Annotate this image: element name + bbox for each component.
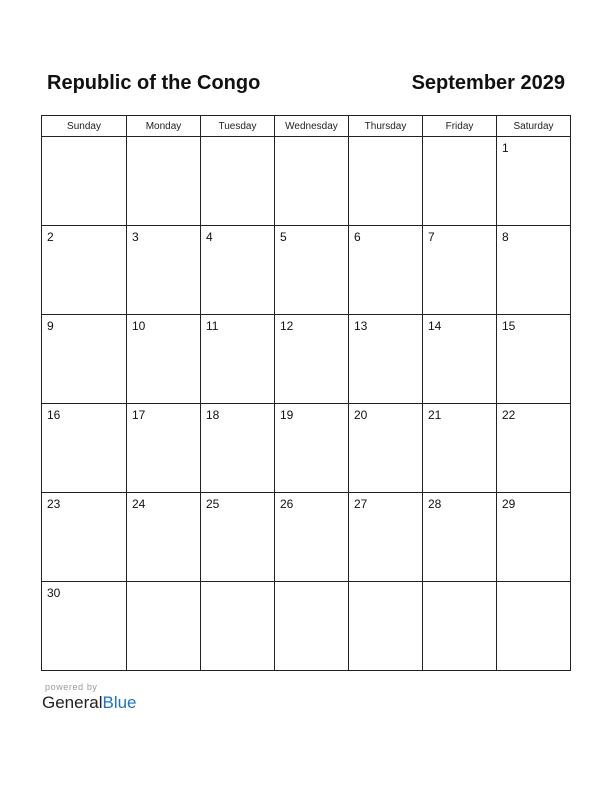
day-number [201,582,274,586]
week-row [42,315,571,404]
day-cell [497,493,571,582]
day-number [127,137,200,141]
day-cell [127,582,201,671]
day-number: 1 [502,141,509,155]
day-cell [349,582,423,671]
day-number: 15 [502,319,516,333]
day-cell [42,226,127,315]
day-cell [42,493,127,582]
day-number [42,137,126,141]
day-cell [423,137,497,226]
day-cell [349,493,423,582]
week-row [42,582,571,671]
day-number: 20 [354,408,368,422]
day-cell [423,404,497,493]
day-number: 30 [47,586,61,600]
day-cell [497,404,571,493]
day-cell [497,315,571,404]
day-cell [423,226,497,315]
week-row [42,493,571,582]
day-number [423,582,496,586]
day-cell [275,404,349,493]
country-title: Republic of the Congo [47,72,261,94]
day-cell [201,582,275,671]
day-number [201,137,274,141]
day-number [349,582,422,586]
day-cell [201,404,275,493]
day-number: 5 [280,230,287,244]
day-cell [497,226,571,315]
week-row [42,226,571,315]
powered-by-label: powered by [45,682,98,692]
day-cell [127,493,201,582]
day-cell [275,315,349,404]
day-number [275,582,348,586]
day-number: 25 [206,497,220,511]
day-cell [201,226,275,315]
day-number: 22 [502,408,516,422]
day-number: 4 [206,230,213,244]
weekday-header: Wednesday [275,116,349,137]
day-cell [275,226,349,315]
day-number: 17 [132,408,146,422]
day-cell [127,226,201,315]
day-number: 6 [354,230,361,244]
day-number: 19 [280,408,294,422]
day-number: 11 [206,319,219,333]
day-number [423,137,496,141]
day-cell [201,493,275,582]
day-number: 29 [502,497,516,511]
day-number: 12 [280,319,294,333]
day-number: 24 [132,497,146,511]
weekday-header: Sunday [42,116,127,137]
day-cell [127,137,201,226]
day-number [497,582,570,586]
day-cell [275,137,349,226]
weekday-header: Saturday [497,116,571,137]
day-cell [275,582,349,671]
day-number [349,137,422,141]
day-number: 7 [428,230,435,244]
day-cell [349,137,423,226]
day-cell [423,493,497,582]
day-number: 23 [47,497,61,511]
day-cell [423,315,497,404]
day-number: 2 [47,230,54,244]
day-cell [349,226,423,315]
day-cell [42,315,127,404]
weekday-header: Monday [127,116,201,137]
day-number: 18 [206,408,220,422]
weekday-header: Friday [423,116,497,137]
day-number: 13 [354,319,368,333]
month-year-title: September 2029 [411,72,565,94]
calendar-grid [41,115,571,671]
day-cell [201,315,275,404]
day-number: 8 [502,230,509,244]
day-number: 27 [354,497,368,511]
day-number [275,137,348,141]
day-number: 14 [428,319,442,333]
day-cell [42,582,127,671]
logo-general-text: General [42,693,103,712]
day-cell [42,404,127,493]
weekday-header: Thursday [349,116,423,137]
weekday-header-row [42,116,571,137]
day-cell [497,137,571,226]
day-number: 28 [428,497,442,511]
week-row [42,137,571,226]
day-cell [349,404,423,493]
day-number: 10 [132,319,146,333]
week-row [42,404,571,493]
day-number: 21 [428,408,442,422]
day-cell [127,315,201,404]
day-number: 26 [280,497,294,511]
day-cell [349,315,423,404]
day-cell [42,137,127,226]
day-number [127,582,200,586]
day-cell [423,582,497,671]
day-cell [497,582,571,671]
day-cell [201,137,275,226]
generalblue-logo [42,693,137,713]
day-number: 3 [132,230,139,244]
logo-blue-text: Blue [102,693,137,712]
day-cell [127,404,201,493]
day-cell [275,493,349,582]
day-number: 9 [47,319,54,333]
weekday-header: Tuesday [201,116,275,137]
day-number: 16 [47,408,61,422]
